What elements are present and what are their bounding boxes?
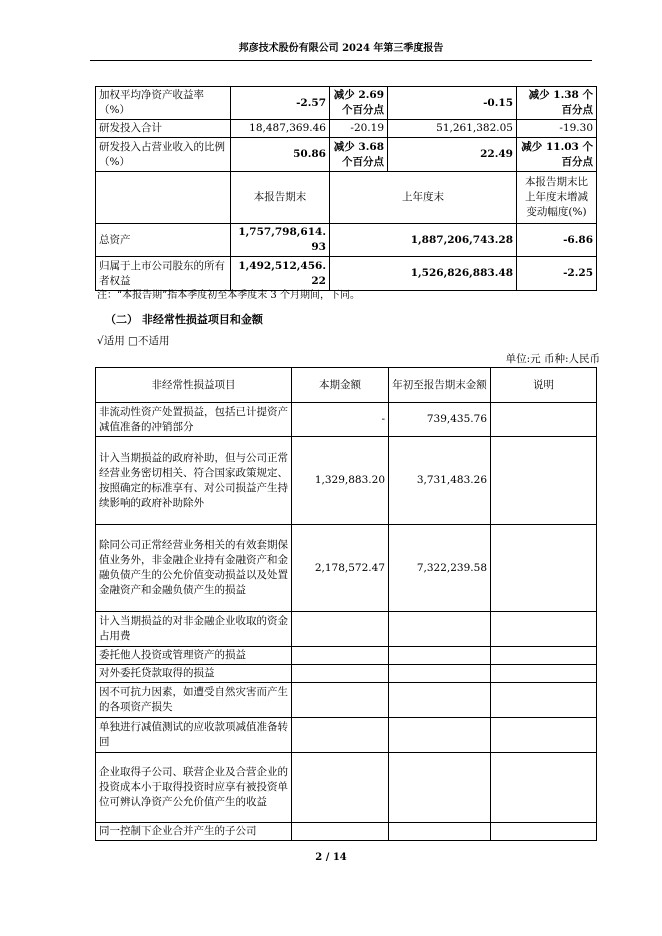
table-row [96, 87, 597, 120]
table-cell [491, 823, 597, 841]
page-header: 邦彦技术股份有限公司 2024 年第三季度报告 [90, 38, 592, 61]
row-label: 研发投入占营业收入的比例（%） [96, 138, 231, 172]
table-cell: 739,435.76 [389, 403, 491, 437]
table-cell [292, 683, 389, 718]
table-cell: 2,178,572.47 [292, 525, 389, 612]
table-cell [389, 718, 491, 753]
table-row [96, 647, 597, 665]
table-header-cell: 说明 [491, 368, 597, 403]
table-cell [292, 718, 389, 753]
table-header-cell: 非经常性损益项目 [96, 368, 292, 403]
table-cell: -2.25 [517, 257, 597, 291]
table-cell: 51,261,382.05 [388, 120, 517, 138]
table-cell: 1,887,206,743.28 [330, 224, 517, 257]
table-cell: 1,526,826,883.48 [330, 257, 517, 291]
table-cell: 50.86 [231, 138, 330, 172]
row-label: 计入当期损益的对非金融企业收取的资金占用费 [96, 612, 292, 647]
table-cell: -19.30 [517, 120, 597, 138]
table-cell: 1,492,512,456.22 [231, 257, 330, 291]
row-label: 单独进行减值测试的应收款项减值准备转回 [96, 718, 292, 753]
table-header-row [96, 368, 597, 403]
table-cell: 18,487,369.46 [231, 120, 330, 138]
table-cell: 减少 2.69 个百分点 [330, 87, 388, 120]
table-row [96, 120, 597, 138]
table-cell [491, 753, 597, 823]
table-cell [292, 753, 389, 823]
unit-label: 单位:元 币种:人民币 [505, 353, 600, 365]
table-cell [292, 823, 389, 841]
row-label: 非流动性资产处置损益，包括已计提资产减值准备的冲销部分 [96, 403, 292, 437]
table-cell: 22.49 [388, 138, 517, 172]
row-label: 除同公司正常经营业务相关的有效套期保值业务外，非金融企业持有金融资产和金融负债产生的公允价值变动损益以及处置金融资产和金融负债产生的损益 [96, 525, 292, 612]
table-header-cell: 上年度末 [330, 172, 517, 224]
table-cell [491, 437, 597, 525]
applicability-checkbox-text: √适用 □不适用 [97, 335, 170, 347]
table-cell: 1,757,798,614.93 [231, 224, 330, 257]
row-label: 同一控制下企业合并产生的子公司 [96, 823, 292, 841]
table-cell [389, 823, 491, 841]
row-label: 归属于上市公司股东的所有者权益 [96, 257, 231, 291]
row-label: 研发投入合计 [96, 120, 231, 138]
row-label: 委托他人投资或管理资产的损益 [96, 647, 292, 665]
table-row [96, 224, 597, 257]
table-cell [389, 665, 491, 683]
table-cell [491, 683, 597, 718]
table-header-cell: 本报告期末 [231, 172, 330, 224]
table-cell [389, 612, 491, 647]
table-row [96, 683, 597, 718]
page-number: 2 / 14 [315, 852, 347, 863]
table-row [96, 437, 597, 525]
table-header-cell: 本期金额 [292, 368, 389, 403]
table-row [96, 665, 597, 683]
table-cell [292, 665, 389, 683]
table-note: 注：“本报告期”指本季度初至本季度末 3 个月期间，下同。 [97, 290, 360, 301]
table-cell [491, 718, 597, 753]
table-cell: 3,731,483.26 [389, 437, 491, 525]
table-cell: 减少 3.68 个百分点 [330, 138, 388, 172]
row-label: 企业取得子公司、联营企业及合营企业的投资成本小于取得投资时应享有被投资单位可辨认净资产公允价值产生的收益 [96, 753, 292, 823]
section-title: （二） 非经常性损益项目和金额 [105, 313, 263, 326]
table-row [96, 403, 597, 437]
table-header-row [96, 172, 597, 224]
table-cell: 减少 11.03 个百分点 [517, 138, 597, 172]
table-cell: -20.19 [330, 120, 388, 138]
table-row [96, 138, 597, 172]
non-recurring-items-table [95, 367, 597, 841]
table-row [96, 823, 597, 841]
table-cell [389, 647, 491, 665]
table-cell: -2.57 [231, 87, 330, 120]
table-cell: 减少 1.38 个百分点 [517, 87, 597, 120]
table-row [96, 525, 597, 612]
table-cell [491, 647, 597, 665]
table-cell [491, 612, 597, 647]
row-label: 总资产 [96, 224, 231, 257]
table-cell [292, 612, 389, 647]
table-cell [491, 403, 597, 437]
table-cell [389, 683, 491, 718]
table-cell [491, 525, 597, 612]
table-cell: 7,322,239.58 [389, 525, 491, 612]
table-cell: -0.15 [388, 87, 517, 120]
table-cell: 1,329,883.20 [292, 437, 389, 525]
financial-indicators-table [95, 86, 597, 291]
table-row [96, 753, 597, 823]
table-cell [292, 647, 389, 665]
table-header-cell: 本报告期末比上年度末增减变动幅度(%) [517, 172, 597, 224]
table-header-cell [96, 172, 231, 224]
table-header-cell: 年初至报告期末金额 [389, 368, 491, 403]
table-cell: -6.86 [517, 224, 597, 257]
table-row [96, 612, 597, 647]
table-cell: - [292, 403, 389, 437]
row-label: 因不可抗力因素，如遭受自然灾害而产生的各项资产损失 [96, 683, 292, 718]
row-label: 加权平均净资产收益率（%） [96, 87, 231, 120]
table-row [96, 718, 597, 753]
table-cell [491, 665, 597, 683]
table-cell [389, 753, 491, 823]
row-label: 计入当期损益的政府补助，但与公司正常经营业务密切相关、符合国家政策规定、按照确定的标准享有、对公司损益产生持续影响的政府补助除外 [96, 437, 292, 525]
row-label: 对外委托贷款取得的损益 [96, 665, 292, 683]
